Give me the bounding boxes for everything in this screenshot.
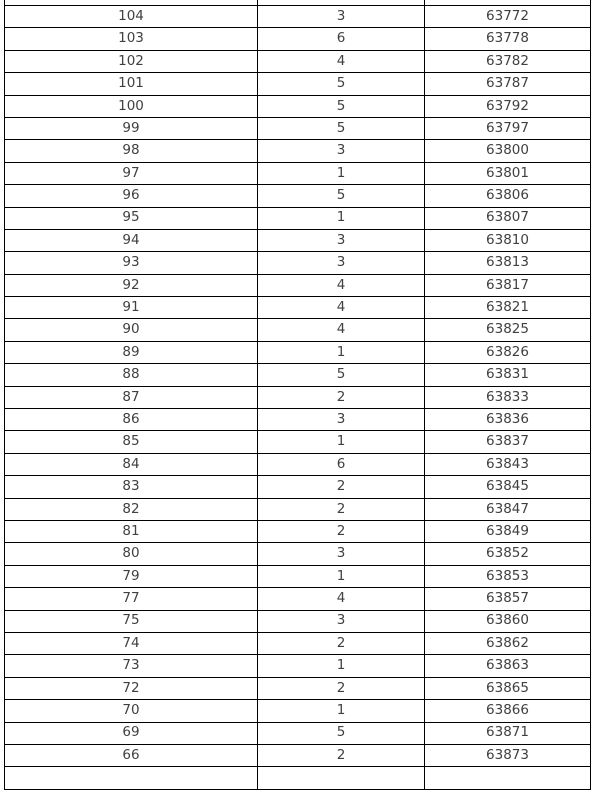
table-cell-col2: 4 xyxy=(258,319,425,341)
table-cell-col1: 99 xyxy=(5,117,258,139)
table-cell-col1: 87 xyxy=(5,386,258,408)
table-row xyxy=(5,588,591,610)
table-row xyxy=(5,229,591,251)
table-cell-col1: 82 xyxy=(5,498,258,520)
table-cell-col3: 63845 xyxy=(425,476,591,498)
table-cell-col2: 2 xyxy=(258,498,425,520)
table-cell-col1: 91 xyxy=(5,297,258,319)
table-cell-col1: 101 xyxy=(5,73,258,95)
table-row xyxy=(5,386,591,408)
table-cell-col3: 63806 xyxy=(425,185,591,207)
table-cell-col2: 3 xyxy=(258,140,425,162)
table-cell-col1: 93 xyxy=(5,252,258,274)
table-cell-col3: 63852 xyxy=(425,543,591,565)
table-cell-col1: 100 xyxy=(5,95,258,117)
table-cell-col2: 1 xyxy=(258,431,425,453)
table-row xyxy=(5,632,591,654)
table-row xyxy=(5,185,591,207)
table-cell-col3: 63810 xyxy=(425,229,591,251)
table-cell-col2: 2 xyxy=(258,386,425,408)
table-cell-col3: 63836 xyxy=(425,409,591,431)
table-row-partial-bottom xyxy=(5,767,591,789)
table-cell-col3: 63821 xyxy=(425,297,591,319)
table-cell-col3: 63849 xyxy=(425,520,591,542)
table-cell-col3: 63826 xyxy=(425,341,591,363)
table-cell-col1: 90 xyxy=(5,319,258,341)
table-cell-col3: 63871 xyxy=(425,722,591,744)
table-cell-col1: 73 xyxy=(5,655,258,677)
table-cell-col1: 84 xyxy=(5,453,258,475)
table-cell-col1: 66 xyxy=(5,744,258,766)
score-table xyxy=(4,0,591,790)
table-cell-col1: 94 xyxy=(5,229,258,251)
table-cell-col3: 63782 xyxy=(425,50,591,72)
table-cell-col2: 3 xyxy=(258,409,425,431)
table-row xyxy=(5,6,591,28)
table-cell-col1: 69 xyxy=(5,722,258,744)
table-cell-col2: 4 xyxy=(258,297,425,319)
table-row xyxy=(5,297,591,319)
table-cell-col2: 2 xyxy=(258,632,425,654)
table-cell-col2: 5 xyxy=(258,95,425,117)
table-cell-empty xyxy=(5,767,258,789)
table-row xyxy=(5,431,591,453)
table-row xyxy=(5,498,591,520)
table-cell-col1: 74 xyxy=(5,632,258,654)
table-row xyxy=(5,677,591,699)
table-row xyxy=(5,700,591,722)
table-cell-col2: 1 xyxy=(258,207,425,229)
table-cell-col3: 63843 xyxy=(425,453,591,475)
table-cell-col3: 63787 xyxy=(425,73,591,95)
table-cell-col3: 63847 xyxy=(425,498,591,520)
table-cell-col2: 1 xyxy=(258,700,425,722)
table-cell-col3: 63800 xyxy=(425,140,591,162)
table-cell-col2: 3 xyxy=(258,6,425,28)
table-cell-col2: 5 xyxy=(258,73,425,95)
table-cell-col1: 70 xyxy=(5,700,258,722)
table-row xyxy=(5,28,591,50)
table-row xyxy=(5,722,591,744)
table-cell-col1: 85 xyxy=(5,431,258,453)
table-cell-col3: 63873 xyxy=(425,744,591,766)
table-cell-col2: 2 xyxy=(258,744,425,766)
table-row xyxy=(5,140,591,162)
table-cell-col2: 4 xyxy=(258,588,425,610)
table-cell-col2: 5 xyxy=(258,185,425,207)
table-cell-col1: 79 xyxy=(5,565,258,587)
table-cell-col1: 97 xyxy=(5,162,258,184)
table-cell-col1: 83 xyxy=(5,476,258,498)
table-cell-col1: 95 xyxy=(5,207,258,229)
table-cell-col3: 63853 xyxy=(425,565,591,587)
table-cell-col2: 3 xyxy=(258,610,425,632)
table-row xyxy=(5,319,591,341)
table-row xyxy=(5,95,591,117)
table-cell-col3: 63817 xyxy=(425,274,591,296)
table-cell-col2: 2 xyxy=(258,677,425,699)
table-cell-empty xyxy=(258,767,425,789)
table-row xyxy=(5,252,591,274)
table-cell-col2: 6 xyxy=(258,453,425,475)
table-cell-col1: 77 xyxy=(5,588,258,610)
table-cell-col2: 1 xyxy=(258,655,425,677)
table-cell-col3: 63865 xyxy=(425,677,591,699)
table-cell-col3: 63772 xyxy=(425,6,591,28)
table-cell-col3: 63792 xyxy=(425,95,591,117)
table-cell-col3: 63801 xyxy=(425,162,591,184)
table-cell-col3: 63778 xyxy=(425,28,591,50)
table-cell-col2: 3 xyxy=(258,229,425,251)
table-cell-col3: 63857 xyxy=(425,588,591,610)
table-cell-col2: 5 xyxy=(258,364,425,386)
table-row xyxy=(5,73,591,95)
table-cell-col2: 2 xyxy=(258,520,425,542)
table-cell-col3: 63866 xyxy=(425,700,591,722)
table-cell-col1: 88 xyxy=(5,364,258,386)
table-row xyxy=(5,565,591,587)
table-cell-col2: 2 xyxy=(258,476,425,498)
table-cell-col3: 63807 xyxy=(425,207,591,229)
table-cell-col1: 75 xyxy=(5,610,258,632)
table-cell-col3: 63860 xyxy=(425,610,591,632)
table-row xyxy=(5,274,591,296)
table-cell-col1: 92 xyxy=(5,274,258,296)
table-row xyxy=(5,453,591,475)
table-row xyxy=(5,409,591,431)
table-cell-col2: 6 xyxy=(258,28,425,50)
table-cell-col1: 104 xyxy=(5,6,258,28)
table-row xyxy=(5,50,591,72)
table-cell-col3: 63862 xyxy=(425,632,591,654)
table-row xyxy=(5,207,591,229)
table-cell-col3: 63813 xyxy=(425,252,591,274)
table-cell-col1: 89 xyxy=(5,341,258,363)
table-cell-col2: 5 xyxy=(258,117,425,139)
table-cell-col2: 3 xyxy=(258,252,425,274)
table-cell-col2: 4 xyxy=(258,274,425,296)
table-row xyxy=(5,364,591,386)
table-cell-empty xyxy=(425,767,591,789)
table-cell-col1: 81 xyxy=(5,520,258,542)
table-cell-col1: 72 xyxy=(5,677,258,699)
table-cell-col1: 96 xyxy=(5,185,258,207)
table-cell-col1: 80 xyxy=(5,543,258,565)
table-cell-col1: 102 xyxy=(5,50,258,72)
table-cell-col2: 4 xyxy=(258,50,425,72)
table-cell-col2: 5 xyxy=(258,722,425,744)
table-row xyxy=(5,543,591,565)
table-cell-col3: 63837 xyxy=(425,431,591,453)
table-cell-col2: 1 xyxy=(258,341,425,363)
table-cell-col2: 3 xyxy=(258,543,425,565)
table-cell-col2: 1 xyxy=(258,565,425,587)
table-cell-col3: 63831 xyxy=(425,364,591,386)
table-cell-col1: 103 xyxy=(5,28,258,50)
table-row xyxy=(5,655,591,677)
table-cell-col3: 63797 xyxy=(425,117,591,139)
table-cell-col3: 63825 xyxy=(425,319,591,341)
table-row xyxy=(5,117,591,139)
table-cell-col2: 1 xyxy=(258,162,425,184)
table-row xyxy=(5,341,591,363)
table-row xyxy=(5,610,591,632)
table-cell-col3: 63863 xyxy=(425,655,591,677)
table-cell-col1: 98 xyxy=(5,140,258,162)
score-table-body xyxy=(5,0,591,789)
table-row xyxy=(5,162,591,184)
table-row xyxy=(5,476,591,498)
table-row xyxy=(5,520,591,542)
table-cell-col1: 86 xyxy=(5,409,258,431)
table-row xyxy=(5,744,591,766)
table-cell-col3: 63833 xyxy=(425,386,591,408)
